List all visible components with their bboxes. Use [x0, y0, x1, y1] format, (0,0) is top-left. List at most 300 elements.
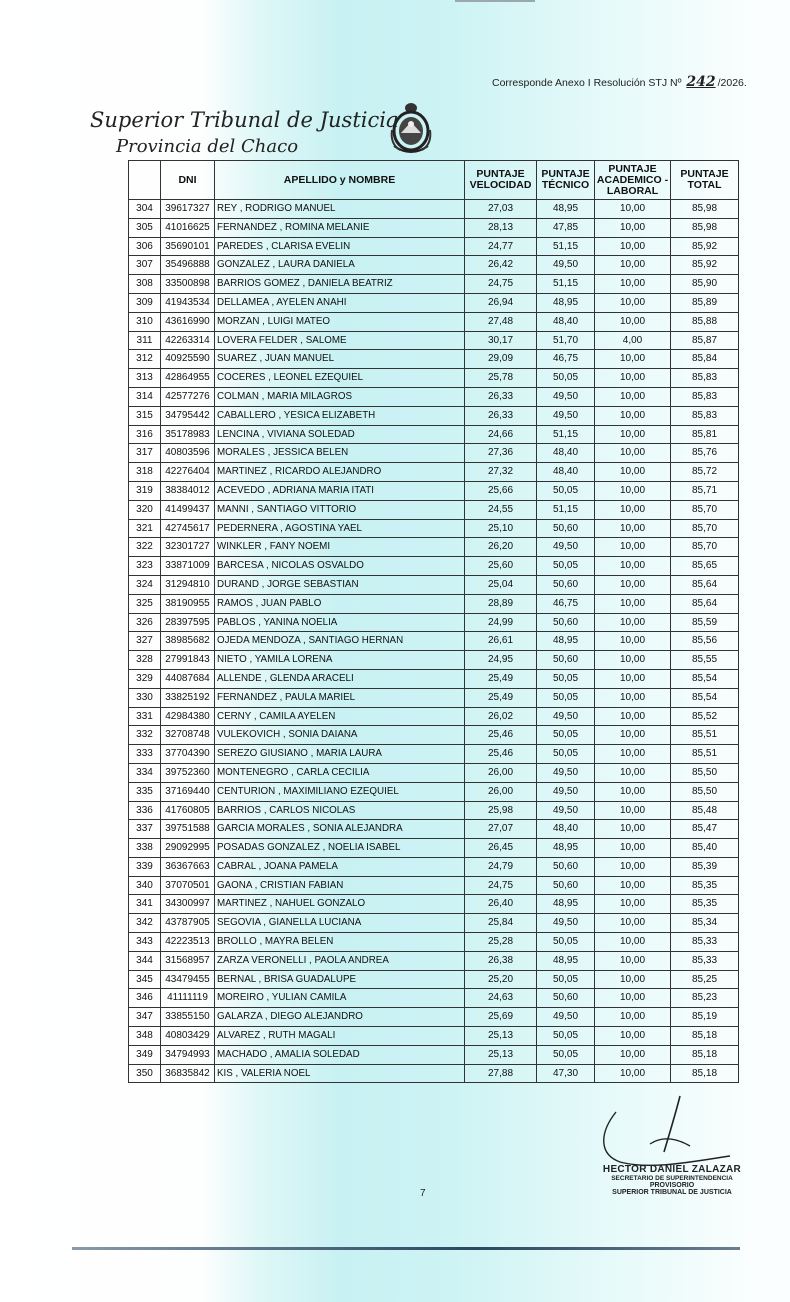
dni-cell: 32708748 — [161, 726, 215, 745]
velocidad-cell: 25,60 — [465, 557, 537, 576]
table-row — [129, 293, 739, 312]
table-row — [129, 237, 739, 256]
tecnico-cell: 50,05 — [537, 1027, 595, 1046]
table-row — [129, 933, 739, 952]
col-order-header — [129, 161, 161, 200]
dni-cell: 39752360 — [161, 763, 215, 782]
academico-cell: 10,00 — [595, 857, 671, 876]
velocidad-cell: 26,61 — [465, 632, 537, 651]
dni-cell: 38985682 — [161, 632, 215, 651]
total-cell: 85,54 — [671, 688, 739, 707]
order-number-cell: 335 — [129, 782, 161, 801]
table-row — [129, 425, 739, 444]
dni-cell: 42263314 — [161, 331, 215, 350]
total-cell: 85,98 — [671, 200, 739, 219]
order-number-cell: 321 — [129, 519, 161, 538]
chaco-seal-icon — [388, 100, 434, 158]
academico-cell: 10,00 — [595, 820, 671, 839]
name-cell: DELLAMEA , AYELEN ANAHI — [215, 293, 465, 312]
velocidad-cell: 25,49 — [465, 669, 537, 688]
signatory-status: PROVISORIO — [649, 1182, 695, 1189]
name-cell: ACEVEDO , ADRIANA MARIA ITATI — [215, 481, 465, 500]
velocidad-cell: 24,75 — [465, 876, 537, 895]
table-row — [129, 839, 739, 858]
name-cell: RAMOS , JUAN PABLO — [215, 594, 465, 613]
order-number-cell: 324 — [129, 575, 161, 594]
total-cell: 85,48 — [671, 801, 739, 820]
order-number-cell: 334 — [129, 763, 161, 782]
table-row — [129, 763, 739, 782]
dni-cell: 29092995 — [161, 839, 215, 858]
table-row — [129, 651, 739, 670]
order-number-cell: 326 — [129, 613, 161, 632]
table-row — [129, 632, 739, 651]
table-row — [129, 256, 739, 275]
dni-cell: 38190955 — [161, 594, 215, 613]
total-cell: 85,92 — [671, 256, 739, 275]
name-cell: ALLENDE , GLENDA ARACELI — [215, 669, 465, 688]
academico-cell: 10,00 — [595, 256, 671, 275]
velocidad-cell: 27,48 — [465, 312, 537, 331]
order-number-cell: 322 — [129, 538, 161, 557]
dni-cell: 42276404 — [161, 463, 215, 482]
dni-cell: 42577276 — [161, 387, 215, 406]
velocidad-cell: 25,78 — [465, 369, 537, 388]
velocidad-cell: 26,33 — [465, 406, 537, 425]
table-row — [129, 1027, 739, 1046]
total-cell: 85,55 — [671, 651, 739, 670]
order-number-cell: 336 — [129, 801, 161, 820]
dni-cell: 36367663 — [161, 857, 215, 876]
order-number-cell: 318 — [129, 463, 161, 482]
table-row — [129, 444, 739, 463]
order-number-cell: 313 — [129, 369, 161, 388]
total-cell: 85,33 — [671, 951, 739, 970]
order-number-cell: 328 — [129, 651, 161, 670]
name-cell: MACHADO , AMALIA SOLEDAD — [215, 1045, 465, 1064]
order-number-cell: 327 — [129, 632, 161, 651]
total-cell: 85,18 — [671, 1045, 739, 1064]
tecnico-cell: 50,05 — [537, 1045, 595, 1064]
dni-cell: 28397595 — [161, 613, 215, 632]
dni-cell: 41943534 — [161, 293, 215, 312]
tecnico-cell: 49,50 — [537, 782, 595, 801]
resolution-year: /2026. — [717, 77, 747, 89]
order-number-cell: 305 — [129, 218, 161, 237]
results-table — [128, 160, 739, 1083]
tecnico-cell: 49,50 — [537, 538, 595, 557]
total-cell: 85,84 — [671, 350, 739, 369]
academico-cell: 10,00 — [595, 688, 671, 707]
order-number-cell: 331 — [129, 707, 161, 726]
order-number-cell: 306 — [129, 237, 161, 256]
dni-cell: 34794993 — [161, 1045, 215, 1064]
total-cell: 85,18 — [671, 1064, 739, 1083]
academico-cell: 10,00 — [595, 745, 671, 764]
order-number-cell: 314 — [129, 387, 161, 406]
tecnico-cell: 50,05 — [537, 933, 595, 952]
dni-cell: 36835842 — [161, 1064, 215, 1083]
velocidad-cell: 25,13 — [465, 1045, 537, 1064]
table-row — [129, 801, 739, 820]
academico-cell: 10,00 — [595, 538, 671, 557]
order-number-cell: 340 — [129, 876, 161, 895]
total-cell: 85,88 — [671, 312, 739, 331]
name-cell: MARTINEZ , RICARDO ALEJANDRO — [215, 463, 465, 482]
total-cell: 85,50 — [671, 763, 739, 782]
order-number-cell: 317 — [129, 444, 161, 463]
col-velocidad-header: PUNTAJE VELOCIDAD — [465, 161, 537, 200]
table-row — [129, 951, 739, 970]
tecnico-cell: 49,50 — [537, 763, 595, 782]
table-row — [129, 970, 739, 989]
velocidad-cell: 28,89 — [465, 594, 537, 613]
order-number-cell: 316 — [129, 425, 161, 444]
academico-cell: 10,00 — [595, 463, 671, 482]
order-number-cell: 350 — [129, 1064, 161, 1083]
table-row — [129, 406, 739, 425]
total-cell: 85,35 — [671, 895, 739, 914]
name-cell: COCERES , LEONEL EZEQUIEL — [215, 369, 465, 388]
name-cell: VULEKOVICH , SONIA DAIANA — [215, 726, 465, 745]
order-number-cell: 310 — [129, 312, 161, 331]
academico-cell: 10,00 — [595, 951, 671, 970]
velocidad-cell: 28,13 — [465, 218, 537, 237]
tecnico-cell: 48,40 — [537, 463, 595, 482]
total-cell: 85,92 — [671, 237, 739, 256]
order-number-cell: 319 — [129, 481, 161, 500]
order-number-cell: 307 — [129, 256, 161, 275]
name-cell: FERNANDEZ , PAULA MARIEL — [215, 688, 465, 707]
order-number-cell: 347 — [129, 1008, 161, 1027]
velocidad-cell: 26,45 — [465, 839, 537, 858]
tecnico-cell: 50,60 — [537, 876, 595, 895]
total-cell: 85,90 — [671, 275, 739, 294]
dni-cell: 33855150 — [161, 1008, 215, 1027]
table-row — [129, 726, 739, 745]
academico-cell: 10,00 — [595, 669, 671, 688]
page-number: 7 — [420, 1188, 426, 1199]
table-row — [129, 594, 739, 613]
academico-cell: 10,00 — [595, 632, 671, 651]
tecnico-cell: 48,95 — [537, 293, 595, 312]
name-cell: MANNI , SANTIAGO VITTORIO — [215, 500, 465, 519]
academico-cell: 10,00 — [595, 275, 671, 294]
name-cell: WINKLER , FANY NOEMI — [215, 538, 465, 557]
name-cell: DURAND , JORGE SEBASTIAN — [215, 575, 465, 594]
tecnico-cell: 50,05 — [537, 369, 595, 388]
velocidad-cell: 27,88 — [465, 1064, 537, 1083]
tecnico-cell: 48,40 — [537, 312, 595, 331]
order-number-cell: 329 — [129, 669, 161, 688]
table-row — [129, 369, 739, 388]
velocidad-cell: 25,49 — [465, 688, 537, 707]
name-cell: FERNANDEZ , ROMINA MELANIE — [215, 218, 465, 237]
total-cell: 85,71 — [671, 481, 739, 500]
velocidad-cell: 26,02 — [465, 707, 537, 726]
academico-cell: 10,00 — [595, 726, 671, 745]
velocidad-cell: 25,98 — [465, 801, 537, 820]
dni-cell: 40803429 — [161, 1027, 215, 1046]
total-cell: 85,87 — [671, 331, 739, 350]
name-cell: POSADAS GONZALEZ , NOELIA ISABEL — [215, 839, 465, 858]
dni-cell: 33500898 — [161, 275, 215, 294]
academico-cell: 10,00 — [595, 914, 671, 933]
velocidad-cell: 25,66 — [465, 481, 537, 500]
tecnico-cell: 51,70 — [537, 331, 595, 350]
name-cell: CABRAL , JOANA PAMELA — [215, 857, 465, 876]
total-cell: 85,81 — [671, 425, 739, 444]
scan-edge-mark — [455, 0, 535, 2]
total-cell: 85,76 — [671, 444, 739, 463]
order-number-cell: 325 — [129, 594, 161, 613]
tecnico-cell: 51,15 — [537, 425, 595, 444]
table-row — [129, 218, 739, 237]
tecnico-cell: 50,60 — [537, 613, 595, 632]
order-number-cell: 333 — [129, 745, 161, 764]
name-cell: ZARZA VERONELLI , PAOLA ANDREA — [215, 951, 465, 970]
total-cell: 85,70 — [671, 519, 739, 538]
name-cell: MOREIRO , YULIAN CAMILA — [215, 989, 465, 1008]
name-cell: CERNY , CAMILA AYELEN — [215, 707, 465, 726]
bottom-border-line — [72, 1247, 740, 1250]
velocidad-cell: 26,00 — [465, 763, 537, 782]
order-number-cell: 338 — [129, 839, 161, 858]
name-cell: COLMAN , MARIA MILAGROS — [215, 387, 465, 406]
order-number-cell: 345 — [129, 970, 161, 989]
academico-cell: 10,00 — [595, 651, 671, 670]
dni-cell: 37704390 — [161, 745, 215, 764]
order-number-cell: 341 — [129, 895, 161, 914]
table-row — [129, 538, 739, 557]
total-cell: 85,64 — [671, 575, 739, 594]
velocidad-cell: 25,10 — [465, 519, 537, 538]
velocidad-cell: 24,55 — [465, 500, 537, 519]
velocidad-cell: 24,99 — [465, 613, 537, 632]
academico-cell: 10,00 — [595, 425, 671, 444]
dni-cell: 40803596 — [161, 444, 215, 463]
name-cell: BROLLO , MAYRA BELEN — [215, 933, 465, 952]
total-cell: 85,56 — [671, 632, 739, 651]
total-cell: 85,83 — [671, 369, 739, 388]
table-row — [129, 688, 739, 707]
tecnico-cell: 51,15 — [537, 500, 595, 519]
tecnico-cell: 50,05 — [537, 970, 595, 989]
table-row — [129, 557, 739, 576]
name-cell: SEREZO GIUSIANO , MARIA LAURA — [215, 745, 465, 764]
name-cell: MONTENEGRO , CARLA CECILIA — [215, 763, 465, 782]
name-cell: MORZAN , LUIGI MATEO — [215, 312, 465, 331]
total-cell: 85,51 — [671, 745, 739, 764]
tecnico-cell: 50,60 — [537, 519, 595, 538]
total-cell: 85,72 — [671, 463, 739, 482]
dni-cell: 38384012 — [161, 481, 215, 500]
tecnico-cell: 48,95 — [537, 895, 595, 914]
tecnico-cell: 48,40 — [537, 820, 595, 839]
dni-cell: 33871009 — [161, 557, 215, 576]
tecnico-cell: 50,05 — [537, 669, 595, 688]
dni-cell: 37070501 — [161, 876, 215, 895]
order-number-cell: 304 — [129, 200, 161, 219]
order-number-cell: 342 — [129, 914, 161, 933]
tecnico-cell: 49,50 — [537, 1008, 595, 1027]
velocidad-cell: 29,09 — [465, 350, 537, 369]
name-cell: BERNAL , BRISA GUADALUPE — [215, 970, 465, 989]
dni-cell: 41111119 — [161, 989, 215, 1008]
academico-cell: 10,00 — [595, 557, 671, 576]
total-cell: 85,52 — [671, 707, 739, 726]
velocidad-cell: 27,36 — [465, 444, 537, 463]
order-number-cell: 348 — [129, 1027, 161, 1046]
name-cell: CENTURION , MAXIMILIANO EZEQUIEL — [215, 782, 465, 801]
institution-province: Provincia del Chaco — [116, 136, 299, 157]
name-cell: PABLOS , YANINA NOELIA — [215, 613, 465, 632]
table-row — [129, 707, 739, 726]
total-cell: 85,65 — [671, 557, 739, 576]
name-cell: REY , RODRIGO MANUEL — [215, 200, 465, 219]
tecnico-cell: 48,95 — [537, 839, 595, 858]
tecnico-cell: 48,40 — [537, 444, 595, 463]
order-number-cell: 339 — [129, 857, 161, 876]
col-academico-header: PUNTAJE ACADEMICO - LABORAL — [595, 161, 671, 200]
tecnico-cell: 50,05 — [537, 726, 595, 745]
tecnico-cell: 49,50 — [537, 801, 595, 820]
tecnico-cell: 46,75 — [537, 594, 595, 613]
dni-cell: 31294810 — [161, 575, 215, 594]
table-row — [129, 387, 739, 406]
table-row — [129, 669, 739, 688]
order-number-cell: 332 — [129, 726, 161, 745]
name-cell: BARRIOS GOMEZ , DANIELA BEATRIZ — [215, 275, 465, 294]
velocidad-cell: 26,40 — [465, 895, 537, 914]
velocidad-cell: 24,66 — [465, 425, 537, 444]
academico-cell: 10,00 — [595, 369, 671, 388]
dni-cell: 33825192 — [161, 688, 215, 707]
tecnico-cell: 47,30 — [537, 1064, 595, 1083]
table-row — [129, 331, 739, 350]
velocidad-cell: 24,95 — [465, 651, 537, 670]
table-row — [129, 1064, 739, 1083]
order-number-cell: 323 — [129, 557, 161, 576]
academico-cell: 10,00 — [595, 1045, 671, 1064]
order-number-cell: 308 — [129, 275, 161, 294]
academico-cell: 10,00 — [595, 1027, 671, 1046]
tecnico-cell: 50,05 — [537, 688, 595, 707]
table-row — [129, 350, 739, 369]
velocidad-cell: 25,46 — [465, 726, 537, 745]
velocidad-cell: 25,20 — [465, 970, 537, 989]
academico-cell: 10,00 — [595, 406, 671, 425]
name-cell: SEGOVIA , GIANELLA LUCIANA — [215, 914, 465, 933]
total-cell: 85,35 — [671, 876, 739, 895]
velocidad-cell: 24,77 — [465, 237, 537, 256]
name-cell: BARCESA , NICOLAS OSVALDO — [215, 557, 465, 576]
table-row — [129, 989, 739, 1008]
col-dni-header: DNI — [161, 161, 215, 200]
dni-cell: 35496888 — [161, 256, 215, 275]
total-cell: 85,89 — [671, 293, 739, 312]
velocidad-cell: 24,79 — [465, 857, 537, 876]
velocidad-cell: 26,38 — [465, 951, 537, 970]
academico-cell: 10,00 — [595, 613, 671, 632]
academico-cell: 10,00 — [595, 801, 671, 820]
total-cell: 85,70 — [671, 500, 739, 519]
total-cell: 85,25 — [671, 970, 739, 989]
tecnico-cell: 49,50 — [537, 387, 595, 406]
col-total-header: PUNTAJE TOTAL — [671, 161, 739, 200]
velocidad-cell: 25,13 — [465, 1027, 537, 1046]
name-cell: GONZALEZ , LAURA DANIELA — [215, 256, 465, 275]
name-cell: OJEDA MENDOZA , SANTIAGO HERNAN — [215, 632, 465, 651]
total-cell: 85,47 — [671, 820, 739, 839]
total-cell: 85,54 — [671, 669, 739, 688]
name-cell: LOVERA FELDER , SALOME — [215, 331, 465, 350]
name-cell: SUAREZ , JUAN MANUEL — [215, 350, 465, 369]
name-cell: GALARZA , DIEGO ALEJANDRO — [215, 1008, 465, 1027]
academico-cell: 10,00 — [595, 444, 671, 463]
tecnico-cell: 48,95 — [537, 951, 595, 970]
table-row — [129, 200, 739, 219]
tecnico-cell: 49,50 — [537, 707, 595, 726]
total-cell: 85,34 — [671, 914, 739, 933]
velocidad-cell: 26,94 — [465, 293, 537, 312]
velocidad-cell: 24,75 — [465, 275, 537, 294]
signatory-institution: SUPERIOR TRIBUNAL DE JUSTICIA — [612, 1189, 732, 1196]
tecnico-cell: 51,15 — [537, 275, 595, 294]
velocidad-cell: 25,04 — [465, 575, 537, 594]
total-cell: 85,19 — [671, 1008, 739, 1027]
signatory-name: HECTOR DANIEL ZALAZAR — [602, 1164, 742, 1175]
dni-cell: 31568957 — [161, 951, 215, 970]
tecnico-cell: 49,50 — [537, 406, 595, 425]
order-number-cell: 320 — [129, 500, 161, 519]
table-body — [129, 200, 739, 1083]
dni-cell: 35690101 — [161, 237, 215, 256]
academico-cell: 10,00 — [595, 763, 671, 782]
order-number-cell: 312 — [129, 350, 161, 369]
order-number-cell: 344 — [129, 951, 161, 970]
total-cell: 85,70 — [671, 538, 739, 557]
academico-cell: 10,00 — [595, 293, 671, 312]
col-name-header: APELLIDO y NOMBRE — [215, 161, 465, 200]
velocidad-cell: 25,46 — [465, 745, 537, 764]
total-cell: 85,39 — [671, 857, 739, 876]
academico-cell: 10,00 — [595, 519, 671, 538]
velocidad-cell: 26,42 — [465, 256, 537, 275]
name-cell: GARCIA MORALES , SONIA ALEJANDRA — [215, 820, 465, 839]
dni-cell: 42745617 — [161, 519, 215, 538]
dni-cell: 34795442 — [161, 406, 215, 425]
velocidad-cell: 25,84 — [465, 914, 537, 933]
table-row — [129, 895, 739, 914]
institution-name: Superior Tribunal de Justicia — [90, 108, 399, 132]
academico-cell: 10,00 — [595, 481, 671, 500]
signatory-title: SECRETARIO DE SUPERINTENDENCIA — [611, 1175, 733, 1182]
academico-cell: 10,00 — [595, 895, 671, 914]
academico-cell: 10,00 — [595, 876, 671, 895]
academico-cell: 4,00 — [595, 331, 671, 350]
tecnico-cell: 49,50 — [537, 914, 595, 933]
resolution-number: 242 — [686, 74, 716, 90]
tecnico-cell: 50,60 — [537, 575, 595, 594]
name-cell: MARTINEZ , NAHUEL GONZALO — [215, 895, 465, 914]
name-cell: BARRIOS , CARLOS NICOLAS — [215, 801, 465, 820]
resolution-prefix: Corresponde Anexo I Resolución STJ Nº — [492, 77, 682, 89]
table-row — [129, 500, 739, 519]
dni-cell: 44087684 — [161, 669, 215, 688]
tecnico-cell: 50,60 — [537, 989, 595, 1008]
order-number-cell: 311 — [129, 331, 161, 350]
